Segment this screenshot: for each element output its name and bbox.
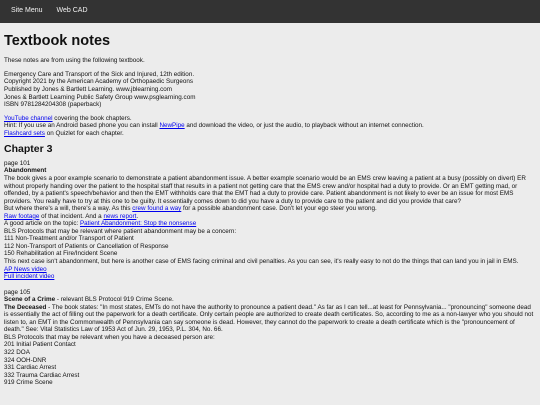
scene-line	[4, 296, 536, 304]
protocol-item: 201 Initial Patient Contact	[4, 341, 76, 349]
page-number: page 105	[4, 288, 31, 296]
scene-heading: Scene of a Crime	[4, 296, 56, 304]
protocol-item: 112 Non-Transport of Patients or Cancellation of Response	[4, 242, 169, 250]
youtube-line	[4, 115, 536, 123]
book-line: Published by Jones & Bartlett Learning. www.jblearning.com	[4, 86, 173, 94]
nav-web-cad[interactable]: Web CAD	[56, 7, 88, 15]
resources	[4, 115, 536, 138]
intro-text: These notes are from using the following textbook.	[4, 57, 145, 65]
page-title: Textbook notes	[4, 33, 111, 49]
section-page-105	[4, 289, 536, 387]
article-line	[4, 220, 536, 228]
book-line: Emergency Care and Transport of the Sick and Injured, 12th edition.	[4, 70, 195, 78]
section-page-101	[4, 160, 536, 281]
youtube-channel-link[interactable]: YouTube channel	[4, 114, 53, 122]
top-nav	[0, 0, 540, 23]
crew-line	[4, 205, 536, 213]
hint-text-end: and download the video, or just the audio, to playback without an internet connection.	[184, 122, 424, 130]
abandonment-body: The book gives a poor example scenario to demonstrate a patient abandonment issue. A better example scenario would be an EMS crew leaving a patient at a busy (possibly on divert) ER without properly handing over the patient to the hospital staff that results in a patient not getting care that the EMS crew and/or hospital had a duty to provide. Or an EMT getting mad, or offended, by a patient's speech/behavior and then the EMT withholds care that the EMT had a duty to provide care. Patient abandonment is not likely to ever be an issue for most EMS providers. You really have to try at this one to be guilty. It essentially comes down to did you have a duty to provide care to the patient and did you provide that care?	[4, 175, 526, 205]
news-report-link[interactable]: news report	[103, 212, 137, 220]
flashcard-text: on Quizlet for each chapter.	[44, 129, 124, 137]
book-line: ISBN 9781284204308 (paperback)	[4, 101, 102, 109]
flashcard-line	[4, 130, 536, 138]
book-line: Copyright 2021 by the American Academy of Orthopaedic Surgeons	[4, 78, 194, 86]
protocol-item: 150 Rehabilitation at Fire/Incident Scene	[4, 250, 118, 258]
raw-text: of that incident. And a	[39, 212, 104, 220]
youtube-text: covering the book chapters.	[52, 114, 132, 122]
protocol-item: 919 Crime Scene	[4, 379, 53, 387]
scene-text: - relevant BLS Protocol 919 Crime Scene.	[55, 296, 174, 304]
article-text: A good article on the topic:	[4, 220, 80, 228]
protocol-item: 324 OOH-DNR	[4, 356, 47, 364]
crew-text-end: for a possible abandonment case. Don't let your ego steer you wrong.	[181, 205, 377, 213]
protocol-item: 331 Cardiac Arrest	[4, 364, 57, 372]
protocol-item: 322 DOA	[4, 349, 30, 357]
hint-text: Hint: If you use an Android based phone you can install	[4, 122, 160, 130]
protocols-intro: BLS Protocols that may be relevant where patient abandonment may be a concern:	[4, 227, 237, 235]
protocols-intro: BLS Protocols that may be relevant when you have a deceased person are:	[4, 333, 215, 341]
deceased-line	[4, 304, 536, 334]
newpipe-link[interactable]: NewPipe	[159, 122, 185, 130]
ap-news-video-link[interactable]: AP News video	[4, 265, 47, 273]
chapter-heading: Chapter 3	[4, 143, 53, 156]
article-link[interactable]: Patient Abandonment: Stop the nonsense	[79, 220, 197, 228]
section-heading: Abandonment	[4, 167, 47, 175]
protocol-item: 111 Non-Treatment and/or Transport of Patient	[4, 235, 134, 243]
book-line: Jones & Bartlett Learning Public Safety Group www.psglearning.com	[4, 93, 196, 101]
page-number: page 101	[4, 159, 31, 167]
raw-footage-link[interactable]: Raw footage	[4, 212, 40, 220]
main-content	[0, 33, 540, 387]
closing-text: This next case isn't abandonment, but here is another case of EMS facing criminal and civil penalties. As you can see, it's really easy to not do the things that can land you in jail in EMS.	[4, 258, 519, 266]
book-info	[4, 71, 536, 109]
crew-text: But where there's a will, there's a way. As this	[4, 205, 133, 213]
crew-found-way-link[interactable]: crew found a way	[132, 205, 182, 213]
protocol-item: 332 Trauma Cardiac Arrest	[4, 371, 80, 379]
deceased-text: - The book states: "In most states, EMTs do not have the authority to pronounce a patient dead." As far as I can tell...at least for Pennsylvania... "pronouncing" someone dead is essentially the act of filling out the paperwork for a death certificate. Only certain people are authorized to create death certificates. So, according to me as a non-lawyer who you should not listen to, an EMT in the Commonwealth of Pennsylvania can say someone is dead. However, they cannot do the paperwork to create a death certificate which is the "pronouncement of death." See: Vital Statistics Law of 1953 Act of Jun. 29, 1953, P.L. 304, No. 66.	[4, 303, 534, 334]
nav-site-menu[interactable]: Site Menu	[11, 7, 43, 15]
deceased-heading: The Deceased	[4, 303, 47, 311]
raw-end: .	[136, 212, 139, 220]
raw-footage-line	[4, 213, 536, 221]
full-incident-video-link[interactable]: Full incident video	[4, 273, 55, 281]
hint-line	[4, 122, 536, 130]
flashcard-sets-link[interactable]: Flashcard sets	[4, 129, 45, 137]
